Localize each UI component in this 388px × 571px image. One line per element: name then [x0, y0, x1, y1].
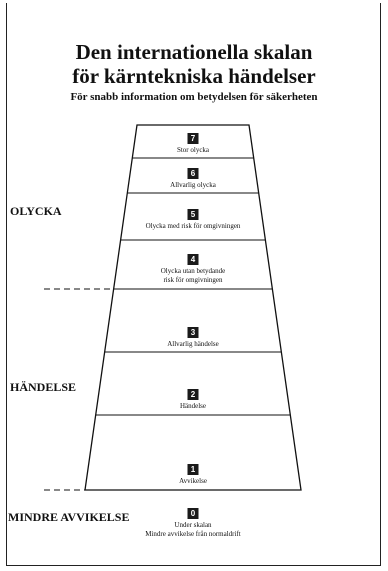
trapezoid-outline [85, 125, 301, 490]
level-3-badge: 3 [188, 327, 199, 338]
level-4-label [113, 267, 273, 285]
level-0-badge: 0 [188, 508, 199, 519]
title-line-1: Den internationella skalan [75, 40, 313, 64]
level-4-label-line: risk för omgivningen [163, 276, 223, 284]
level-4-label-line: Olycka utan betydande [160, 267, 226, 275]
level-7-badge: 7 [188, 133, 199, 144]
level-1-label [113, 477, 273, 486]
title-line-2: för kärntekniska händelser [72, 64, 316, 88]
level-2-label-line: Händelse [179, 402, 207, 410]
level-0-label-line: Mindre avvikelse från normaldrift [145, 530, 241, 538]
level-4-badge: 4 [188, 254, 199, 265]
level-1-label-line: Avvikelse [179, 477, 207, 485]
category-accident: OLYCKA [10, 204, 62, 218]
level-6-badge: 6 [188, 168, 199, 179]
level-2-label [113, 402, 273, 411]
level-3-label [113, 340, 273, 349]
level-3-label-line: Allvarlig händelse [167, 340, 219, 348]
level-7-label-line: Stor olycka [176, 146, 210, 154]
level-0-label [113, 521, 273, 539]
level-0-label-line: Under skalan [174, 521, 212, 529]
category-incident: HÄNDELSE [10, 380, 77, 394]
level-6-label [113, 181, 273, 190]
level-2-badge: 2 [188, 389, 199, 400]
level-5-label-line: Olycka med risk för omgivningen [145, 222, 241, 230]
category-minor-deviation: MINDRE AVVIKELSE [8, 510, 130, 524]
subtitle: För snabb information om betydelsen för säkerheten [70, 91, 318, 103]
level-6-label-line: Allvarlig olycka [170, 181, 216, 189]
level-5-label [113, 222, 273, 231]
level-1-badge: 1 [188, 464, 199, 475]
level-7-label [113, 146, 273, 155]
level-5-badge: 5 [188, 209, 199, 220]
